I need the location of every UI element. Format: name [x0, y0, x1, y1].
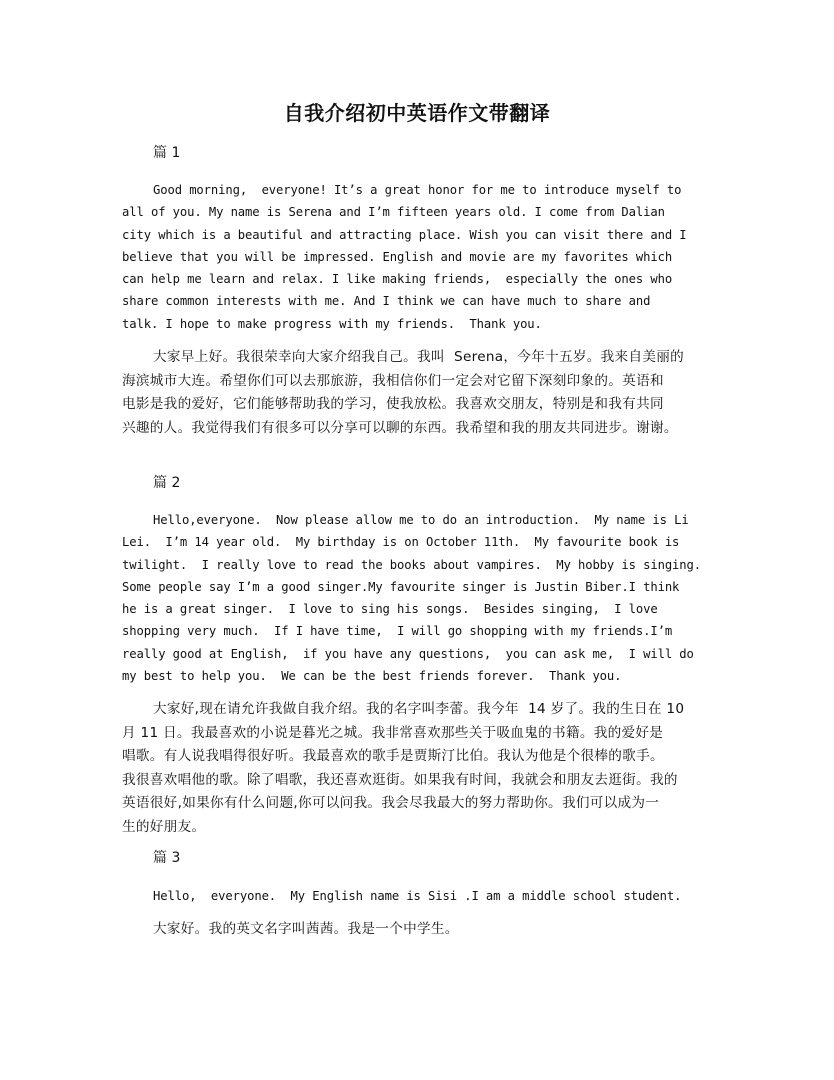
section-heading-2: 篇 2 [153, 475, 181, 491]
text-line: talk. I hope to make progress with my friends. Thank you. [122, 316, 542, 331]
text-line: 电影是我的爱好，它们能够帮助我的学习，使我放松。我喜欢交朋友，特别是和我有共同 [122, 396, 664, 412]
section-heading-3: 篇 3 [153, 850, 181, 866]
text-line: really good at English, if you have any questions, you can ask me, I will do [122, 646, 694, 661]
text-line: 月 11 日。我最喜欢的小说是暮光之城。我非常喜欢那些关于吸血鬼的书籍。我的爱好是 [122, 724, 664, 741]
text-line: 兴趣的人。我觉得我们有很多可以分享可以聊的东西。我希望和我的朋友共同进步。谢谢。 [122, 419, 678, 436]
section-3-english-paragraph [122, 885, 714, 907]
text-line: 大家早上好。我很荣幸向大家介绍我自己。我叫 Serena，今年十五岁。我来自美丽的 [153, 349, 685, 365]
text-line: 大家好,现在请允许我做自我介绍。我的名字叫李蕾。我今年 14 岁了。我的生日在 10 [153, 701, 685, 717]
section-2-chinese-paragraph [122, 698, 714, 839]
text-line: twilight. I really love to read the books about vampires. My hobby is singing. [122, 557, 702, 572]
text-line: share common interests with me. And I think we can have much to share and [122, 294, 651, 309]
text-line: all of you. My name is Serena and I’m fifteen years old. I come from Dalian [122, 205, 665, 220]
section-1-english-paragraph [122, 179, 714, 335]
section-heading-1: 篇 1 [153, 145, 181, 161]
text-line: believe that you will be impressed. English and movie are my favorites which [122, 249, 673, 264]
text-line: 英语很好,如果你有什么问题,你可以问我。我会尽我最大的努力帮助你。我们可以成为一 [122, 795, 660, 811]
text-line: Some people say I’m a good singer.My favourite singer is Justin Biber.I think [122, 579, 680, 594]
document-title: 自我介绍初中英语作文带翻译 [283, 101, 551, 125]
section-2-english-paragraph [122, 509, 714, 687]
text-line: 唱歌。有人说我唱得很好听。我最喜欢的歌手是贾斯汀比伯。我认为他是个很棒的歌手。 [122, 748, 664, 764]
text-line: 海滨城市大连。希望你们可以去那旅游，我相信你们一定会对它留下深刻印象的。英语和 [122, 372, 664, 389]
section-3-chinese-paragraph [122, 918, 714, 942]
text-line: Lei. I’m 14 year old. My birthday is on October 11th. My favourite book is [122, 535, 680, 550]
text-line: 我很喜欢唱他的歌。除了唱歌，我还喜欢逛街。如果我有时间，我就会和朋友去逛街。我的 [122, 771, 678, 788]
text-line: city which is a beautiful and attracting place. Wish you can visit there and I [122, 227, 687, 242]
section-1-chinese-paragraph [122, 346, 714, 440]
text-line: he is a great singer. I love to sing his songs. Besides singing, I love [122, 602, 658, 617]
text-line: can help me learn and relax. I like making friends, especially the ones who [122, 272, 673, 287]
text-line: Hello,everyone. Now please allow me to do an introduction. My name is Li [153, 513, 689, 527]
text-line: Good morning, everyone! It’s a great honor for me to introduce myself to [153, 183, 682, 197]
text-line: shopping very much. If I have time, I will go shopping with my friends.I’m [122, 624, 673, 639]
text-line: 大家好。我的英文名字叫茜茜。我是一个中学生。 [153, 921, 459, 937]
text-line: 生的好朋友。 [122, 818, 206, 835]
text-line: my best to help you. We can be the best friends forever. Thank you. [122, 669, 622, 684]
text-line: Hello, everyone. My English name is Sisi .I am a middle school student. [153, 889, 682, 903]
